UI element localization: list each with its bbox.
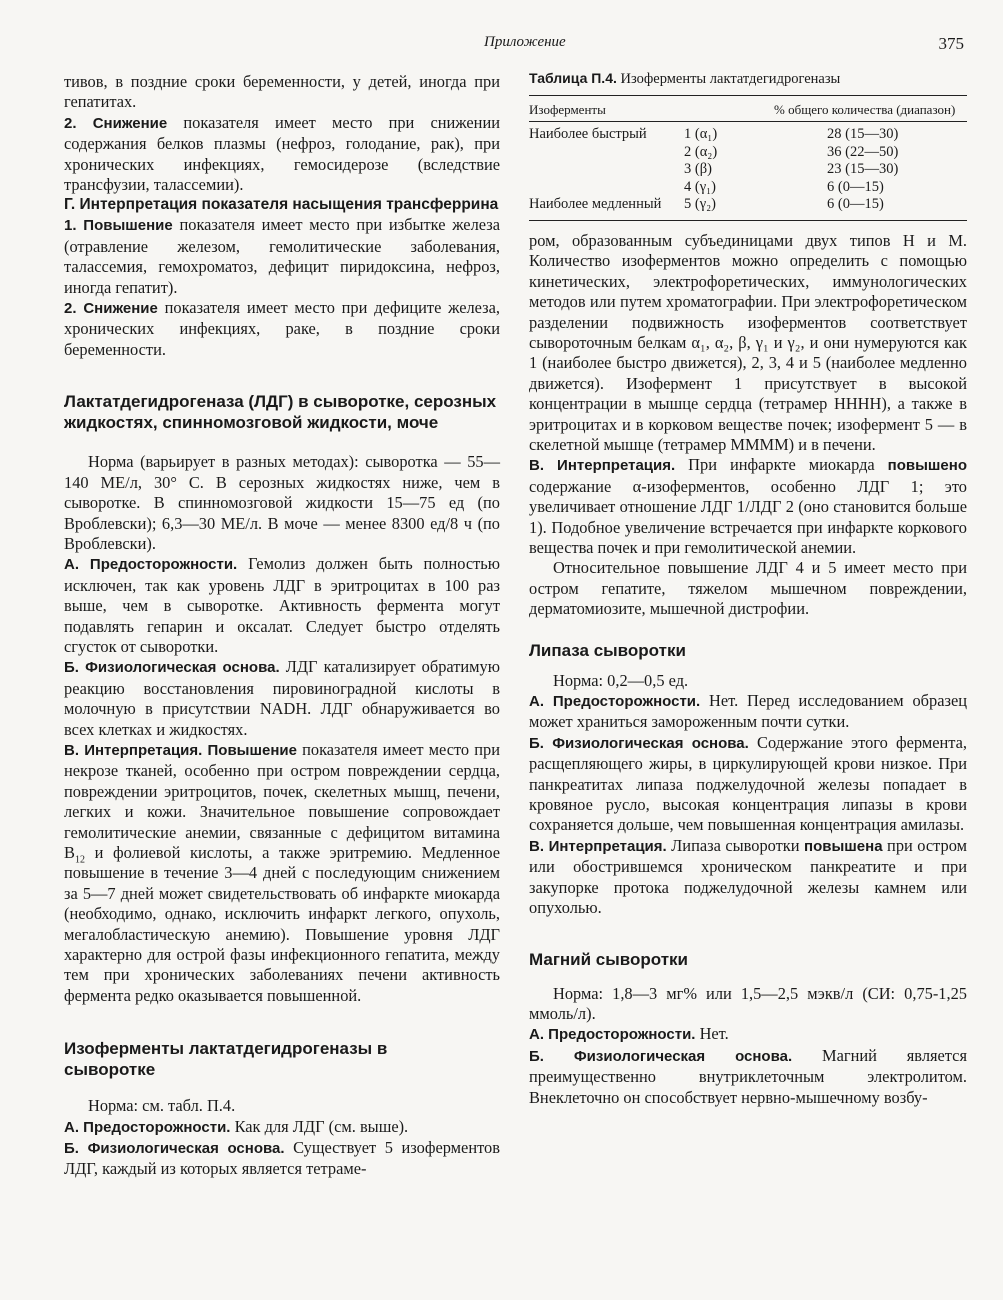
paragraph-g2: 2. Снижение показателя имеет место при дефиците железа, хронических инфекциях, раке, в поздние сроки беременности. <box>64 298 500 359</box>
paragraph-continued: тивов, в поздние сроки беременности, у детей, иногда при гепатитах. <box>64 72 500 112</box>
iso-precautions: А. Предосторожности. Как для ЛДГ (см. выше). <box>64 1116 409 1136</box>
ldh-physiology: Б. Физиологическая основа. ЛДГ катализирует обратимую реакцию восстановления пировиноградной кислоты в молочную в присутствии NADH. ЛДГ обнаруживается во всех клетках и жидкостях. <box>64 657 500 739</box>
table-row: 2 (α₂) 36 (22—50) <box>684 143 899 160</box>
subsection-title-g: Г. Интерпретация показателя насыщения трансферрина <box>64 196 499 214</box>
table-row: 3 (β) 23 (15—30) <box>684 161 899 178</box>
lipase-interpretation: В. Интерпретация. Липаза сыворотки повышена при остром или обострившемся хроническом панкреатите и при закупорке протока поджелудочной железы камнем или опухолью. <box>529 835 967 918</box>
section-title-magnesium: Магний сыворотки <box>529 949 689 969</box>
table-row: 4 (γ₁) 6 (0—15) <box>684 178 884 195</box>
iso-interpretation: В. Интерпретация. При инфаркте миокарда повышено содержание α-изоферментов, особенно ЛДГ 1; это увеличивает отношение ЛДГ 1/ЛДГ 2 (оно становится больше 1). Подобное увеличение встречается при инфаркте коркового вещества почек и при гемолитической анемии. <box>529 455 967 557</box>
section-title-ldh: Лактатдегидрогеназа (ЛДГ) в сыворотке, серозных жидкостях, спинномозговой жидкости, моче <box>64 392 497 433</box>
page-number: 375 <box>938 34 964 53</box>
iso-relative: Относительное повышение ЛДГ 4 и 5 имеет место при остром гепатите, тяжелом мышечном повреждении, дерматомиозите, мышечной дистрофии. <box>529 558 967 619</box>
iso-norm: Норма: см. табл. П.4. <box>88 1096 236 1116</box>
isoenzyme-table <box>529 95 967 221</box>
magnesium-physiology: Б. Физиологическая основа. Магний является преимущественно внутриклеточным электролитом. Внеклеточно он способствует нервно-мышечному возбу- <box>529 1045 967 1107</box>
bold-lead: 2. Снижение <box>64 114 168 132</box>
lipase-precautions: А. Предосторожности. Нет. Перед исследованием образец может храниться замороженным почти сутки. <box>529 691 967 732</box>
section-title-isoenzymes: Изоферменты лактатдегидрогеназы в сыворотке <box>64 1039 388 1080</box>
page-header <box>64 34 964 56</box>
table-header-row <box>529 96 967 122</box>
running-title: Приложение <box>484 34 566 50</box>
left-column <box>64 72 500 1180</box>
section-title-lipase: Липаза сыворотки <box>529 640 686 660</box>
lipase-physiology: Б. Физиологическая основа. Содержание этого фермента, расщепляющего жиры, в циркулирующей крови низкое. При панкреатитах липаза поджелудочной железы попадает в кровяное русло, высокая концентрация липазы в крови сохраняется дольше, чем повышенная концентрация амилазы. <box>529 732 967 835</box>
paragraph-g1: 1. Повышение показателя имеет место при избытке железа (отравление железом, гемолитические заболевания, талассемия, гемохроматоз, дефицит пиридоксина, нефроз, иногда гепатит). <box>64 215 500 297</box>
column-header-isoenzymes: Изоферменты <box>529 96 734 122</box>
ldh-precautions: А. Предосторожности. Гемолиз должен быть полностью исключен, так как уровень ЛДГ в эритроцитах в 100 раз выше, чем в сыворотке. Активность фермента могут подавлять гепарин и оксалат. Следует быстро отделять сгусток от сыворотки. <box>64 554 500 656</box>
ldh-interpretation: В. Интерпретация. Повышение показателя имеет место при некрозе тканей, особенно при остром повреждении сердца, повреждении эритроцитов, почек, скелетных мышц, печени, легких и кожи. Значительное повышение сопровождает гемолитические анемии, связанные с дефицитом витамина $B_{12}$ и фолиевой кислоты, а также эритремию. Медленное повышение в течение 3—4 дней с последующим снижением за 5—7 дней может свидетельствовать об инфаркте миокарда (необходимо, однако, исключить инфаркт легкого, опухоль, мегалобластическую анемию). Повышение уровня ЛДГ характерно для острой фазы инфекционного гепатита, между тем при хронических заболеваниях печени активность фермента редко оказывается повышенной. <box>64 739 501 1005</box>
ldh-norm: Норма (варьирует в разных методах): сыворотка — 55—140 МЕ/л, 30° С. В серозных жидкостях ниже, чем в сыворотке. В спинномозговой жидкости 15—75 ед (по Вроблевски); 6,3—30 МЕ/л. В моче — менее 8300 ед/8 ч (по Вроблевски). <box>64 452 500 553</box>
lipase-norm: Норма: 0,2—0,5 ед. <box>553 670 689 690</box>
table-row: Наиболее быстрый 1 (α₁) 28 (15—30) <box>529 126 899 143</box>
table-caption: Таблица П.4. Изоферменты лактатдегидрогеназы <box>529 70 841 87</box>
iso-physiology: Б. Физиологическая основа. Существует 5 изоферментов ЛДГ, каждый из которых является тетраме- <box>64 1138 500 1179</box>
iso-continued: ром, образованным субъединицами двух типов Н и М. Количество изоферментов можно определить с помощью кинетических, электрофоретических, иммунологических методов или путем хроматографии. При электрофоретическом разделении подвижность изоферментов соответствует сывороточным белкам α₁, α₂, β, γ₁ и γ₂, и они нумеруются как 1 (наиболее быстро движется), 2, 3, 4 и 5 (наиболее медленно движется). Изофермент 1 присутствует в высокой концентрации в мышце сердца (тетрамер НННН), а также в эритроцитах и в корковом веществе почек; изофермент 5 — в скелетной мышце (тетрамер ММММ) и в печени. <box>529 230 967 454</box>
right-column <box>529 68 967 1108</box>
column-header-percent: % общего количества (диапазон) <box>734 96 967 122</box>
table-row: Наиболее медленный 5 (γ₂) 6 (0—15) <box>529 196 967 220</box>
paragraph-decrease: 2. Снижение показателя имеет место при снижении содержания белков плазмы (нефроз, голодание, рак), при хронических инфекциях, гемосидерозе (вследствие трансфузии, талассемии). <box>64 112 500 195</box>
magnesium-norm: Норма: 1,8—3 мг% или 1,5—2,5 мэкв/л (СИ: 0,75-1,25 ммоль/л). <box>529 983 967 1023</box>
magnesium-precautions: А. Предосторожности. Нет. <box>529 1024 729 1044</box>
